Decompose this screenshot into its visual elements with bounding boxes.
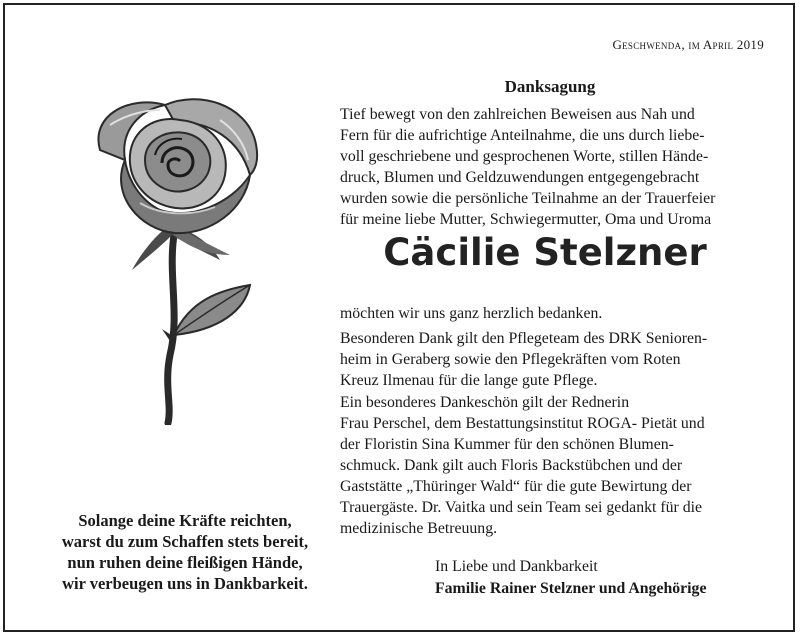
thanks-line: möchten wir uns ganz herzlich bedanken. (340, 305, 603, 322)
text-line: der Floristin Sina Kummer für den schönen Blumen- (340, 436, 674, 453)
deceased-name: Cäcilie Stelzner (383, 231, 707, 274)
poem-line: Solange deine Kräfte reichten, (78, 511, 292, 530)
place-date: Geschwenda, im April 2019 (612, 37, 764, 52)
poem-line: nun ruhen deine fleißigen Hände, (67, 553, 303, 572)
memorial-poem (30, 510, 340, 594)
signature: Familie Rainer Stelzner und Angehörige (435, 580, 707, 597)
closing-block (435, 556, 706, 600)
text-line: Gaststätte „Thüringer Wald“ für die gute Bewirtung der (340, 478, 692, 495)
text-line: medizinische Betreuung. (340, 520, 498, 537)
poem-line: wir verbeugen uns in Dankbarkeit. (62, 574, 308, 593)
text-line: Trauergäste. Dr. Vaitka und sein Team sei gedankt für die (340, 499, 703, 516)
text-line: voll geschriebene und gesprochenen Worte, stillen Hände- (340, 148, 709, 165)
text-line: Ein besonderes Dankeschön gilt der Rednerin (340, 394, 630, 411)
special-thanks-paragraph (340, 328, 760, 391)
text-line: heim in Geraberg sowie den Pflegekräften vom Roten (340, 351, 681, 368)
notice-title: Danksagung (504, 77, 596, 96)
text-line: wurden sowie die persönliche Teilnahme an der Trauerfeier (340, 190, 716, 207)
closing-line: In Liebe und Dankbarkeit (435, 558, 598, 575)
text-line: Frau Perschel, dem Bestattungsinstitut ROGA- Pietät und (340, 415, 705, 432)
text-line: Fern für die aufrichtige Anteilnahme, die uns durch liebe- (340, 127, 705, 144)
text-line: Besonderen Dank gilt den Pflegeteam des DRK Senioren- (340, 330, 708, 347)
extra-thanks-paragraph (340, 392, 760, 539)
rose-illustration (70, 85, 280, 425)
poem-line: warst du zum Schaffen stets bereit, (61, 532, 309, 551)
text-line: Kreuz Ilmenau für die lange gute Pflege. (340, 372, 598, 389)
text-line: druck, Blumen und Geldzuwendungen entgegengebracht (340, 169, 700, 186)
text-line: Tief bewegt von den zahlreichen Beweisen aus Nah und (340, 106, 695, 123)
intro-paragraph (340, 104, 760, 230)
text-line: schmuck. Dank gilt auch Floris Backstübchen und der (340, 457, 683, 474)
text-line: für meine liebe Mutter, Schwiegermutter, Oma und Uroma (340, 211, 712, 228)
